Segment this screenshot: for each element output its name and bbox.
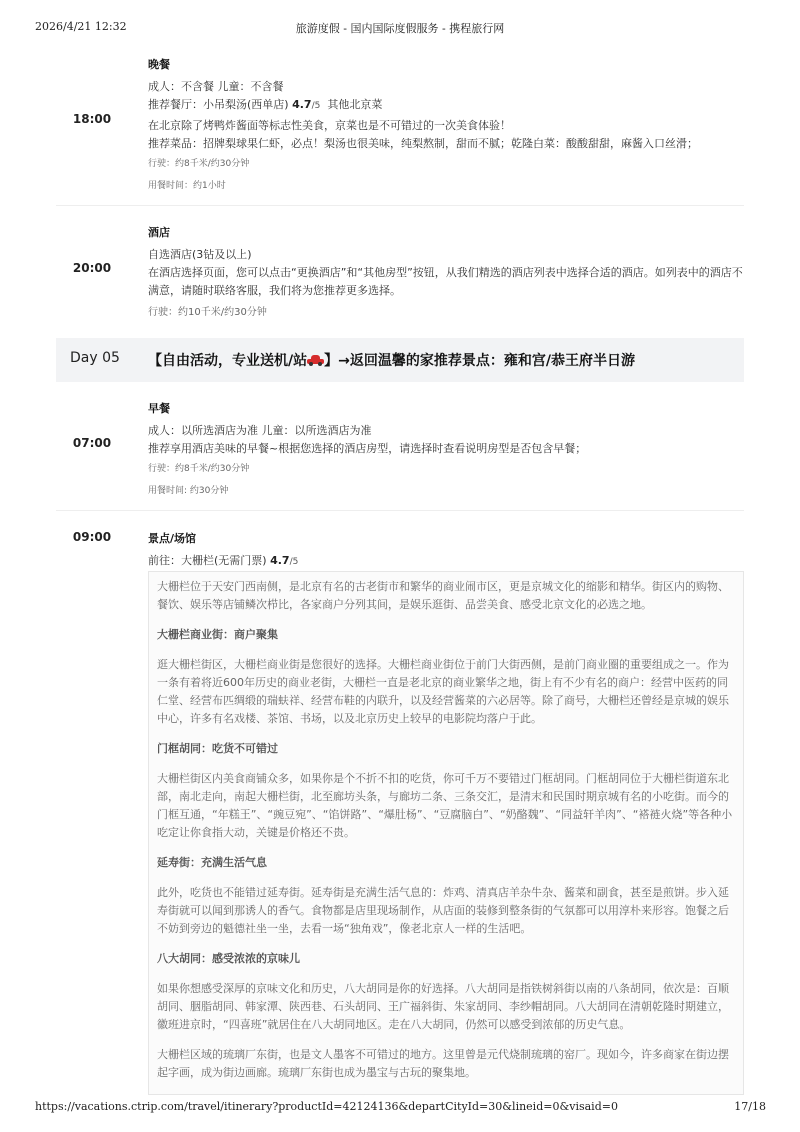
travel-info: 行驶：约8千米/约30分钟 <box>148 464 250 474</box>
attraction-destination <box>148 552 744 571</box>
section-text: 此外，吃货也不能错过延寿街。延寿街是充满生活气息的：炸鸡、清真店羊杂牛杂、酱菜和副食，甚至是煎饼。步入延寿街就可以闻到那诱人的香气。食物都是店里现场制作，从店面的装修到整条街的气氛都可以用淳朴来形容。饱餐之后不妨到旁边的魁德社坐一坐，去看一场“独角戏”，像老北京人一样的生活吧。 <box>157 886 729 935</box>
breakfast-note: 推荐享用酒店美味的早餐~根据您选择的酒店房型，请选择时查看说明房型是否包含早餐； <box>148 442 587 455</box>
itinerary-item-hotel <box>56 224 744 324</box>
item-type-title: 景点/场馆 <box>148 532 197 545</box>
section-text: 逛大栅栏街区，大栅栏商业街是您很好的选择。大栅栏商业街位于前门大街西侧，是前门商业圈的重要组成之一。作为一条有着将近600年历史的商业老街，大栅栏一直是老北京的商业繁华之地，街上有不少有名的商户：经营中医药的同仁堂、经营布匹绸缎的瑞蚨祥、经营布鞋的内联升，以及经营酱菜的六必居等。除了商号，大栅栏还曾经是京城的娱乐中心，许多有名戏楼、茶馆、书场，以及北京历史上较早的电影院均落户于此。 <box>157 658 729 725</box>
rating-score: 4.7 <box>292 98 312 111</box>
divider <box>56 205 744 206</box>
cuisine-type: 其他北京菜 <box>327 98 383 111</box>
item-time: 09:00 <box>72 530 112 544</box>
day-label: Day 05 <box>70 350 120 366</box>
print-header <box>0 0 800 36</box>
print-footer <box>0 1100 800 1120</box>
meal-inclusion: 成人：以所选酒店为准 儿童：以所选酒店为准 <box>148 424 372 437</box>
section-title: 门框胡同：吃货不可错过 <box>157 742 278 755</box>
itinerary-item-dinner <box>56 56 744 196</box>
travel-info: 行驶：约8千米/约30分钟 <box>148 159 250 169</box>
day-title <box>148 350 635 370</box>
attraction-intro: 大栅栏位于天安门西南侧，是北京有名的古老街市和繁华的商业闹市区，更是京城文化的缩影和精华。街区内的购物、餐饮、娱乐等店铺鳞次栉比，各家商户分列其间，是娱乐逛街、品尝美食、感受北京文化的必选之地。 <box>157 580 729 611</box>
day-header <box>56 338 744 382</box>
print-page-title: 旅游度假 - 国内国际度假服务 - 携程旅行网 <box>295 22 505 35</box>
print-timestamp: 2026/4/21 12:32 <box>35 20 127 33</box>
rating-denominator: /5 <box>311 101 321 111</box>
section-title: 大栅栏商业街：商户聚集 <box>157 628 278 641</box>
hotel-desc-line-2: 满意，请随时联络客服，我们将为您推荐更多选择。 <box>148 284 401 297</box>
rating-score: 4.7 <box>270 554 290 567</box>
travel-info: 行驶：约10千米/约30分钟 <box>148 307 267 318</box>
section-title: 八大胡同：感受浓浓的京味儿 <box>157 952 300 965</box>
section-text: 大栅栏街区内美食商铺众多，如果你是个不折不扣的吃货，你可千万不要错过门框胡同。门框胡同位于大栅栏街道东北部，南北走向，南起大栅栏街，北至廊坊头条，与廊坊二条、三条交汇，是清末和民国时期京城有名的小吃街。而今的门框互通，“年糕王”、“豌豆宛”、“馅饼路”、“爆肚杨”、“豆腐脑白”、“奶酪魏”、“同益轩羊肉”、“褡裢火烧”等各种小吃定让你食指大动，关键是价格还不贵。 <box>157 772 733 839</box>
recommended-restaurant <box>148 96 744 115</box>
itinerary-item-breakfast <box>56 400 744 500</box>
meal-inclusion: 成人：不含餐 儿童：不含餐 <box>148 80 284 93</box>
hotel-desc-line-1: 在酒店选择页面，您可以点击“更换酒店”和“其他房型”按钮，从我们精选的酒店列表中选择合适的酒店。如列表中的酒店不 <box>148 266 743 279</box>
item-time: 20:00 <box>72 261 112 275</box>
print-url: https://vacations.ctrip.com/travel/itinerary?productId=42124136&departCityId=30&lineid=0&visaid=0 <box>35 1100 618 1113</box>
restaurant-link[interactable]: 推荐餐厅：小吊梨汤(西单店) <box>148 98 289 111</box>
day-title-part-1: 【自由活动，专业送机/站 <box>148 353 308 369</box>
itinerary-item-attraction <box>56 530 744 570</box>
rating-denominator: /5 <box>289 557 299 567</box>
day-title-part-2: 】→返回温馨的家推荐景点：雍和宫/恭王府半日游 <box>324 353 635 369</box>
item-type-title: 晚餐 <box>148 58 170 71</box>
attraction-link[interactable]: 前往：大栅栏(无需门票) <box>148 554 267 567</box>
section-text: 大栅栏区域的琉璃厂东街，也是文人墨客不可错过的地方。这里曾是元代烧制琉璃的窑厂。现如今，许多商家在街边摆起字画，成为街边画廊。琉璃厂东街也成为墨宝与古玩的聚集地。 <box>157 1048 729 1079</box>
attraction-description <box>148 571 744 1095</box>
restaurant-intro: 在北京除了烤鸭炸酱面等标志性美食，京菜也是不可错过的一次美食体验！ <box>148 119 511 132</box>
divider <box>56 510 744 511</box>
item-time: 07:00 <box>72 436 112 450</box>
recommended-dishes: 推荐菜品：招牌梨球果仁虾，必点！梨汤也很美味，纯梨熬制，甜而不腻；乾隆白菜：酸酸甜甜，麻酱入口丝滑； <box>148 137 698 150</box>
page-number: 17/18 <box>734 1100 766 1113</box>
car-icon <box>307 355 324 366</box>
section-text: 如果你想感受深厚的京味文化和历史，八大胡同是你的好选择。八大胡同是指铁树斜街以南的八条胡同，依次是：百顺胡同、胭脂胡同、韩家潭、陕西巷、石头胡同、王广福斜街、朱家胡同、李纱帽胡同。八大胡同在清朝乾隆时期建立，徽班进京时，“四喜班”就居住在八大胡同地区。走在八大胡同，仍然可以感受到浓郁的历史气息。 <box>157 982 729 1031</box>
hotel-name: 自选酒店(3钻及以上) <box>148 248 252 261</box>
item-time: 18:00 <box>72 112 112 126</box>
meal-duration: 用餐时间：约1小时 <box>148 181 226 191</box>
section-title: 延寿街：充满生活气息 <box>157 856 267 869</box>
meal-duration: 用餐时间: 约30分钟 <box>148 486 229 496</box>
item-type-title: 酒店 <box>148 226 170 239</box>
item-type-title: 早餐 <box>148 402 170 415</box>
